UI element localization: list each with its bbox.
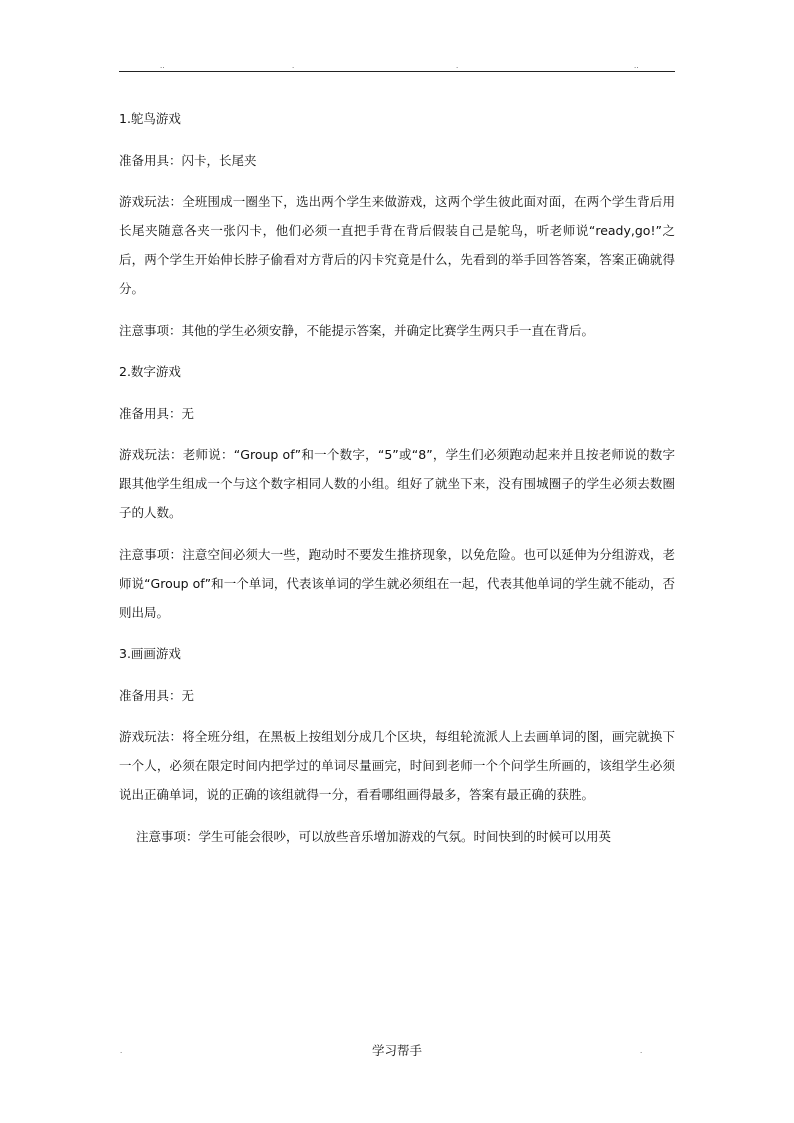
game-rules: 游戏玩法：将全班分组，在黑板上按组划分成几个区块，每组轮流派人上去画单词的图，画完就换下一个人，必须在限定时间内把学过的单词尽量画完，时间到老师一个个问学生所画的，该组学生必须说出正确单词，说的正确的该组就得一分，看看哪组画得最多，答案有最正确的获胜。	[119, 729, 675, 802]
game-rules: 游戏玩法：老师说：“Group of”和一个数字，“5”或“8”，学生们必须跑动起来并且按老师说的数字跟其他学生组成一个与这个数字相同人数的小组。组好了就坐下来，没有围城圈子的学生必须去数圈子的人数。	[119, 447, 675, 520]
prep-tools: 准备用具：无	[119, 405, 195, 421]
header-mark: .	[456, 62, 459, 70]
section-title: 1.鸵鸟游戏	[119, 111, 181, 126]
prep-tools: 准备用具：无	[119, 687, 195, 703]
header-mark: ..	[160, 62, 165, 70]
section-title: 2.数字游戏	[119, 364, 181, 379]
document-body	[119, 104, 675, 863]
notes: 注意事项：学生可能会很吵，可以放些音乐增加游戏的气氛。时间快到的时候可以用英	[136, 828, 612, 844]
section-title: 3.画画游戏	[119, 646, 181, 661]
game-rules: 游戏玩法：全班围成一圈坐下，选出两个学生来做游戏，这两个学生彼此面对面，在两个学生背后用长尾夹随意各夹一张闪卡，他们必须一直把手背在背后假装自己是鸵鸟，听老师说“ready,go!”之后，两个学生开始伸长脖子偷看对方背后的闪卡究竟是什么，先看到的举手回答答案，答案正确就得分。	[119, 194, 675, 296]
footer-mark: .	[640, 1047, 643, 1055]
header-mark: ..	[634, 62, 639, 70]
footer-text: 学习帮手	[371, 1043, 422, 1058]
header-rule	[119, 71, 675, 72]
notes: 注意事项：其他的学生必须安静，不能提示答案，并确定比赛学生两只手一直在背后。	[119, 322, 595, 338]
header-mark: .	[292, 62, 295, 70]
prep-tools: 准备用具：闪卡，长尾夹	[119, 152, 257, 168]
notes: 注意事项：注意空间必须大一些，跑动时不要发生推挤现象，以免危险。也可以延伸为分组游戏，老师说“Group of”和一个单词，代表该单词的学生就必须组在一起，代表其他单词的学生就不能动，否则出局。	[119, 546, 675, 620]
footer-mark: .	[120, 1047, 123, 1055]
